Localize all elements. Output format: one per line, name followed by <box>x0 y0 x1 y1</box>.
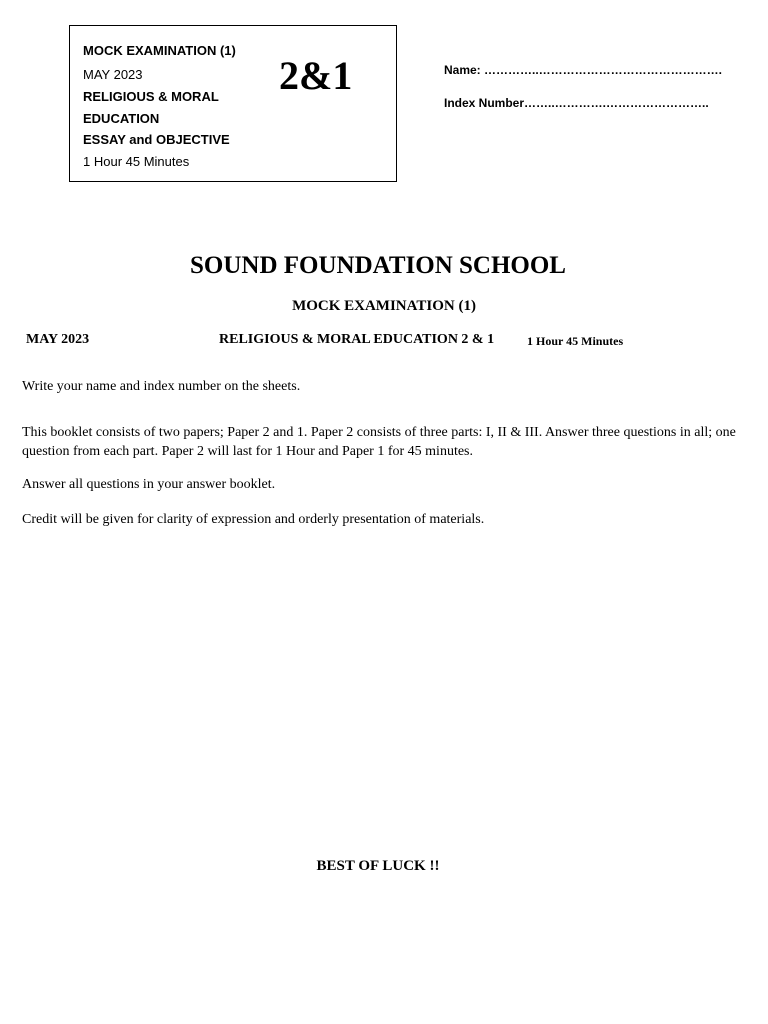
box-duration: 1 Hour 45 Minutes <box>83 154 190 169</box>
instruction-1: Write your name and index number on the sheets. <box>22 379 301 394</box>
box-paper-type: ESSAY and OBJECTIVE <box>83 132 230 147</box>
index-number-field: Index Number……..………….…………………….. <box>444 96 709 110</box>
exam-subject: RELIGIOUS & MORAL EDUCATION 2 & 1 <box>219 332 495 347</box>
school-name: SOUND FOUNDATION SCHOOL <box>190 252 566 279</box>
box-date: MAY 2023 <box>83 67 143 82</box>
paper-code: 2&1 <box>279 53 353 98</box>
instruction-2: This booklet consists of two papers; Paper 2 and 1. Paper 2 consists of three parts: I, II & III. Answer three questions in all; one question from each part. Paper 2 will last for 1 Hour and Paper 1 for 45 minutes. <box>22 425 736 459</box>
instruction-3: Answer all questions in your answer booklet. <box>22 477 276 492</box>
exam-header-box <box>69 25 397 182</box>
box-exam-title: MOCK EXAMINATION (1) <box>83 43 236 58</box>
box-subject-line2: EDUCATION <box>83 111 160 126</box>
exam-duration: 1 Hour 45 Minutes <box>527 334 624 348</box>
instruction-4: Credit will be given for clarity of expression and orderly presentation of materials. <box>22 512 485 527</box>
name-field: Name: …………..………………………………………. <box>444 63 723 77</box>
exam-title: MOCK EXAMINATION (1) <box>292 298 476 314</box>
closing-message: BEST OF LUCK !! <box>316 858 440 874</box>
exam-date: MAY 2023 <box>26 332 90 347</box>
box-subject-line1: RELIGIOUS & MORAL <box>83 89 219 104</box>
